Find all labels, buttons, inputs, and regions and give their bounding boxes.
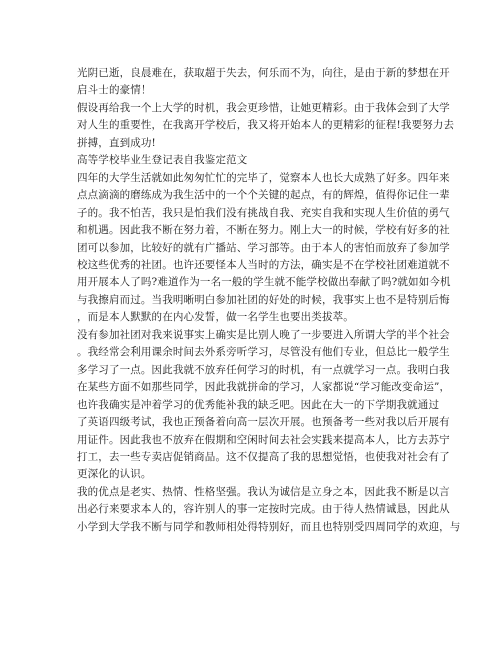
text-line: 。我经常会利用课余时间去外系旁听学习，尽管没有他们专业，但总比一般学生 <box>77 346 450 359</box>
text-line: 多学习了一点。因此我就不放弃任何学习的时机，有一点就学习一点。我明白我 <box>77 363 450 376</box>
document-body <box>77 65 461 536</box>
text-line: 用证件。因此我也不放弃在假期和空闲时间去社会实践来提高本人，比方去苏宁 <box>77 433 450 446</box>
text-line: 启斗士的豪情！ <box>77 84 152 97</box>
text-line: 和机遇。因此我不断在努力着，不断在努力。刚上大一的时候，学校有好多的社 <box>77 224 450 237</box>
text-line: 四年的大学生活就如此匆匆忙忙的完毕了，觉察本人也长大成熟了好多。四年来 <box>77 171 450 184</box>
paragraph-closing-thoughts <box>77 65 450 100</box>
paragraph-four-years <box>77 170 451 327</box>
text-line: 打工，去一些专卖店促销商品。这不仅提高了我的思想觉悟，也使我对社会有了 <box>77 450 450 463</box>
text-line: 了英语四级考试，我也正预备着向高一层次开展。也预备考一些对我以后开展有 <box>77 416 450 429</box>
text-line: 子的。我不怕苦，我只是怕我们没有挑战自我、充实自我和实现人生价值的勇气 <box>77 206 450 219</box>
text-line: 更深化的认识。 <box>77 468 152 481</box>
text-line: 用开展本人了吗?难道作为一名一般的学生就不能学校做出奉献了吗?就如如今机 <box>77 276 451 289</box>
text-line: ，而是本人默默的在内心发誓，做一名学生也要出类拔萃。 <box>77 311 354 324</box>
text-line: 在某些方面不如那些同学，因此我就拼命的学习，人家都说“学习能改变命运”， <box>77 381 451 394</box>
text-line: 校这些优秀的社团。也许还要怪本人当时的方法，确实是不在学校社团难道就不 <box>77 258 450 271</box>
text-line: 也许我确实是冲着学习的优秀能补我的缺乏吧。因此在大一的下学期我就通过 <box>77 398 440 411</box>
text-line: 对人生的重要性，在我离开学校后，我又将开始本人的更精彩的征程!我要努力去 <box>77 119 455 132</box>
text-line: 光阴已逝，良晨难在，获取超于失去，何乐而不为，向往，是由于新的梦想在开 <box>77 67 450 79</box>
paragraph-self-study <box>77 327 451 484</box>
text-line: 团可以参加，比较好的就有广播站、学习部等。由于本人的害怕而放弃了参加学 <box>77 241 450 254</box>
text-line: 与我擦肩而过。当我明晰明白参加社团的好处的时候，我事实上也不是特别后悔 <box>77 293 450 306</box>
paragraph-second-chance <box>77 100 455 152</box>
text-line: 我的优点是老实、热情、性格坚强。我认为诚信是立身之本，因此我不断是以言 <box>77 485 450 498</box>
text-line: 出必行来要求本人的，容许别人的事一定按时完成。由于待人热情诚恳，因此从 <box>77 503 450 516</box>
heading-line: 高等学校毕业生登记表自我鉴定范文 <box>77 154 248 167</box>
text-line: 假设再给我一个上大学的时机，我会更珍惜，让她更精彩。由于我体会到了大学 <box>77 101 450 114</box>
text-line: 点点滴滴的磨练成为我生活中的一个个关键的起点，有的辉煌，值得你记住一辈 <box>77 189 450 202</box>
section-heading <box>77 152 427 169</box>
text-line: 没有参加社团对我来说事实上确实是比别人晚了一步要进入所谓大学的半个社会 <box>77 328 450 341</box>
text-line: 小学到大学我不断与同学和教师相处得特别好，而且也特别受四周同学的欢迎，与 <box>77 520 461 533</box>
text-line: 拼搏，直到成功! <box>77 136 156 149</box>
paragraph-strengths <box>77 484 461 536</box>
